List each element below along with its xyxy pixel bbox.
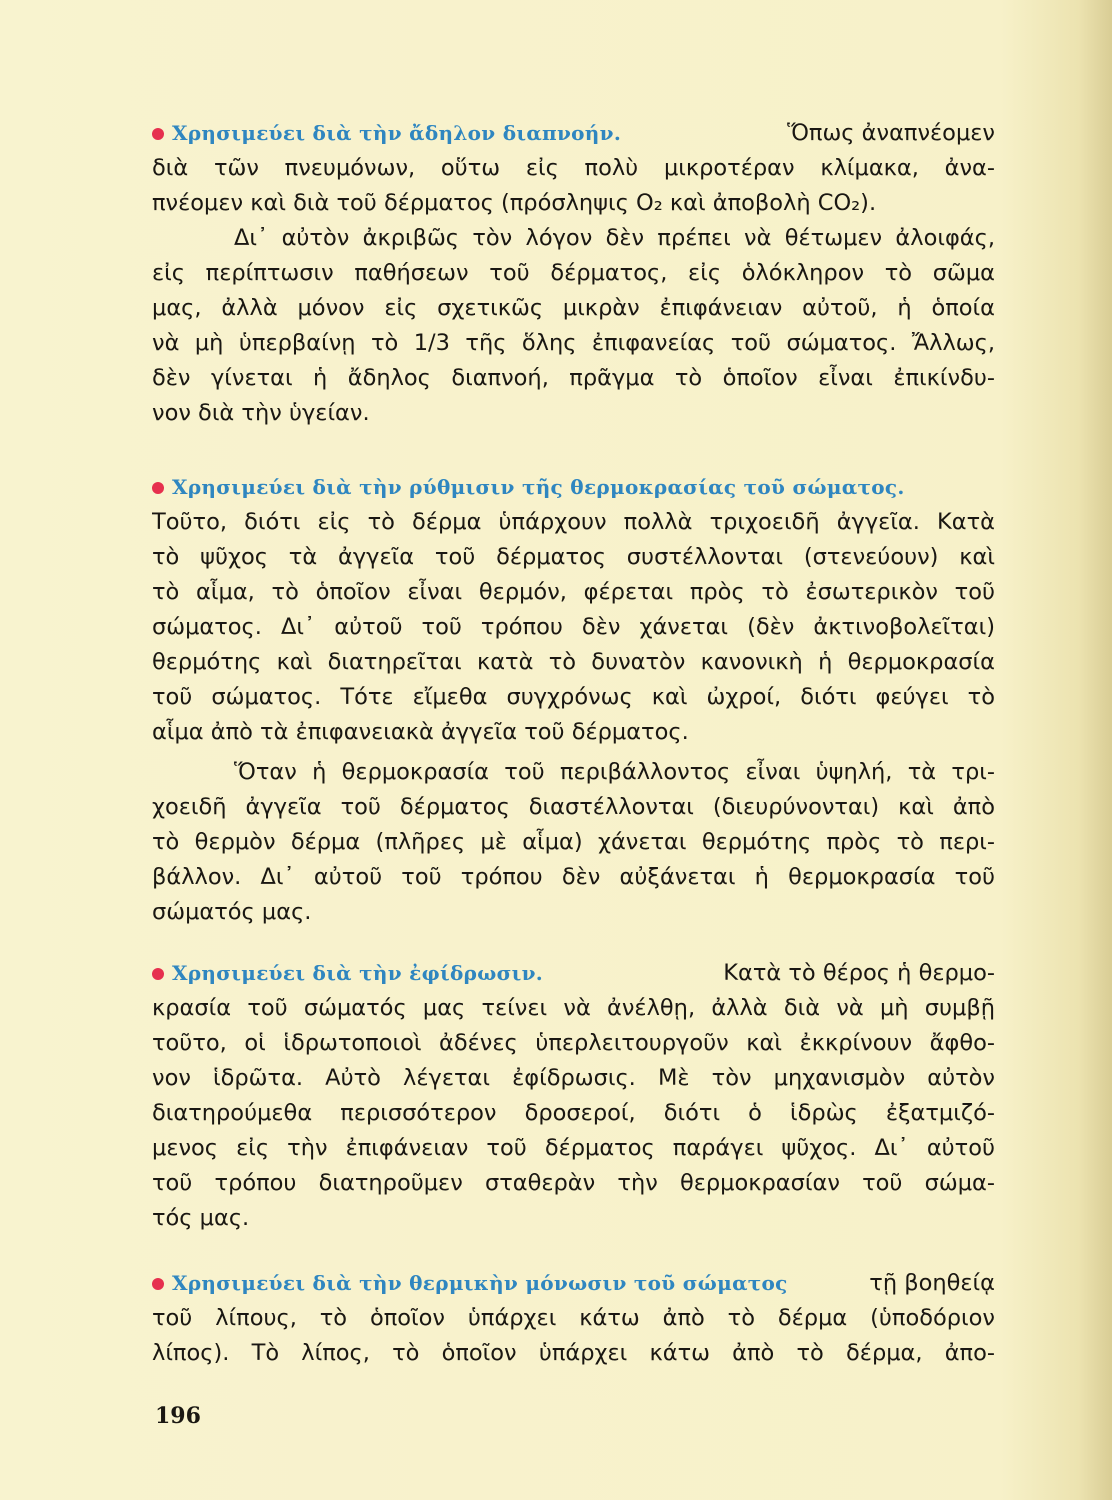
text-line: δὲν γίνεται ἡ ἄδηλος διαπνοή, πρᾶγμα τὸ ὁποῖον εἶναι ἐπικίνδυ- xyxy=(152,365,995,391)
text-line: θερμότης καὶ διατηρεῖται κατὰ τὸ δυνατὸν κανονικὴ ἡ θερμοκρασία xyxy=(152,649,995,675)
text-line: σώματος. Δι᾽ αὐτοῦ τοῦ τρόπου δὲν χάνεται (δὲν ἀκτινοβολεῖται) xyxy=(152,614,995,640)
text-line: νον ἱδρῶτα. Αὐτὸ λέγεται ἐφίδρωσις. Μὲ τὸν μηχανισμὸν αὐτὸν xyxy=(152,1065,995,1091)
text-line: Ὅπως ἀναπνέομεν xyxy=(787,120,995,146)
section-insensible-perspiration xyxy=(152,116,995,431)
text-line: λίπος). Τὸ λίπος, τὸ ὁποῖον ὑπάρχει κάτω ἀπὸ τὸ δέρμα, ἀπο- xyxy=(152,1340,995,1366)
text-line: διατηρούμεθα περισσότερον δροσεροί, διότι ὁ ἱδρὼς ἐξατμιζό- xyxy=(152,1100,995,1126)
page-number: 196 xyxy=(155,1403,201,1429)
text-line: σώματός μας. xyxy=(152,899,312,925)
section-heading-line xyxy=(152,956,995,991)
text-line: Τοῦτο, διότι εἰς τὸ δέρμα ὑπάρχουν πολλὰ τριχοειδῆ ἀγγεῖα. Κατὰ xyxy=(152,509,995,535)
section-heading: Χρησιμεύει διὰ τὴν ἐφίδρωσιν. xyxy=(172,961,544,985)
text-line: τοῦτο, οἱ ἱδρωτοποιοὶ ἀδένες ὑπερλειτουργοῦν καὶ ἐκκρίνουν ἄφθο- xyxy=(152,1030,995,1056)
text-line: μας, ἀλλὰ μόνον εἰς σχετικῶς μικρὰν ἐπιφάνειαν αὐτοῦ, ἡ ὁποία xyxy=(152,295,995,321)
section-temperature-regulation xyxy=(152,470,995,930)
text-line: τὸ ψῦχος τὰ ἀγγεῖα τοῦ δέρματος συστέλλονται (στενεύουν) καὶ xyxy=(152,544,995,570)
text-line: τοῦ λίπους, τὸ ὁποῖον ὑπάρχει κάτω ἀπὸ τὸ δέρμα (ὑποδόριον xyxy=(152,1305,995,1331)
bullet-icon xyxy=(152,482,164,494)
text-line: εἰς περίπτωσιν παθήσεων τοῦ δέρματος, εἰς ὁλόκληρον τὸ σῶμα xyxy=(152,260,995,286)
text-line: τοῦ σώματος. Τότε εἴμεθα συγχρόνως καὶ ὠχροί, διότι φεύγει τὸ xyxy=(152,684,995,710)
text-line: αἷμα ἀπὸ τὰ ἐπιφανειακὰ ἀγγεῖα τοῦ δέρματος. xyxy=(152,719,689,745)
text-line: τὸ θερμὸν δέρμα (πλῆρες μὲ αἷμα) χάνεται θερμότης πρὸς τὸ περι- xyxy=(152,829,995,855)
bullet-icon xyxy=(152,968,164,980)
section-heading: Χρησιμεύει διὰ τὴν θερμικὴν μόνωσιν τοῦ σώματος xyxy=(172,1271,788,1295)
text-line: χοειδῆ ἀγγεῖα τοῦ δέρματος διαστέλλονται (διευρύνονται) καὶ ἀπὸ xyxy=(152,794,995,820)
text-line: τός μας. xyxy=(152,1205,250,1231)
bullet-icon xyxy=(152,1278,164,1290)
text-line: τὸ αἷμα, τὸ ὁποῖον εἶναι θερμόν, φέρεται πρὸς τὸ ἐσωτερικὸν τοῦ xyxy=(152,579,995,605)
section-heading: Χρησιμεύει διὰ τὴν ἄδηλον διαπνοήν. xyxy=(172,121,622,145)
text-line: Ὅταν ἡ θερμοκρασία τοῦ περιβάλλοντος εἶναι ὑψηλή, τὰ τρι- xyxy=(234,759,995,785)
text-line: τῇ βοηθείᾳ xyxy=(869,1270,995,1296)
text-line: νὰ μὴ ὑπερβαίνῃ τὸ 1/3 τῆς ὅλης ἐπιφανείας τοῦ σώματος. Ἄλλως, xyxy=(152,330,995,356)
section-heading: Χρησιμεύει διὰ τὴν ρύθμισιν τῆς θερμοκρασίας τοῦ σώματος. xyxy=(172,475,905,499)
text-line: κρασία τοῦ σώματός μας τείνει νὰ ἀνέλθῃ, ἀλλὰ διὰ νὰ μὴ συμβῇ xyxy=(152,995,995,1021)
section-sweating xyxy=(152,956,995,1236)
section-heading-line xyxy=(152,470,995,505)
text-line: τοῦ τρόπου διατηροῦμεν σταθερὰν τὴν θερμοκρασίαν τοῦ σώμα- xyxy=(152,1170,995,1196)
text-line: μενος εἰς τὴν ἐπιφάνειαν τοῦ δέρματος παράγει ψῦχος. Δι᾽ αὐτοῦ xyxy=(152,1135,995,1161)
text-line: βάλλον. Δι᾽ αὐτοῦ τοῦ τρόπου δὲν αὐξάνεται ἡ θερμοκρασία τοῦ xyxy=(152,864,995,890)
section-thermal-insulation xyxy=(152,1266,995,1371)
bullet-icon xyxy=(152,128,164,140)
section-heading-line xyxy=(152,116,995,151)
text-line: διὰ τῶν πνευμόνων, οὕτω εἰς πολὺ μικροτέραν κλίμακα, ἀνα- xyxy=(152,155,995,181)
text-line: νον διὰ τὴν ὑγείαν. xyxy=(152,400,370,426)
text-line: πνέομεν καὶ διὰ τοῦ δέρματος (πρόσληψις O₂ καὶ ἀποβολὴ CO₂). xyxy=(152,190,877,216)
text-line: Κατὰ τὸ θέρος ἡ θερμο- xyxy=(723,960,995,986)
text-line: Δι᾽ αὐτὸν ἀκριβῶς τὸν λόγον δὲν πρέπει νὰ θέτωμεν ἀλοιφάς, xyxy=(234,225,995,251)
section-heading-line xyxy=(152,1266,995,1301)
